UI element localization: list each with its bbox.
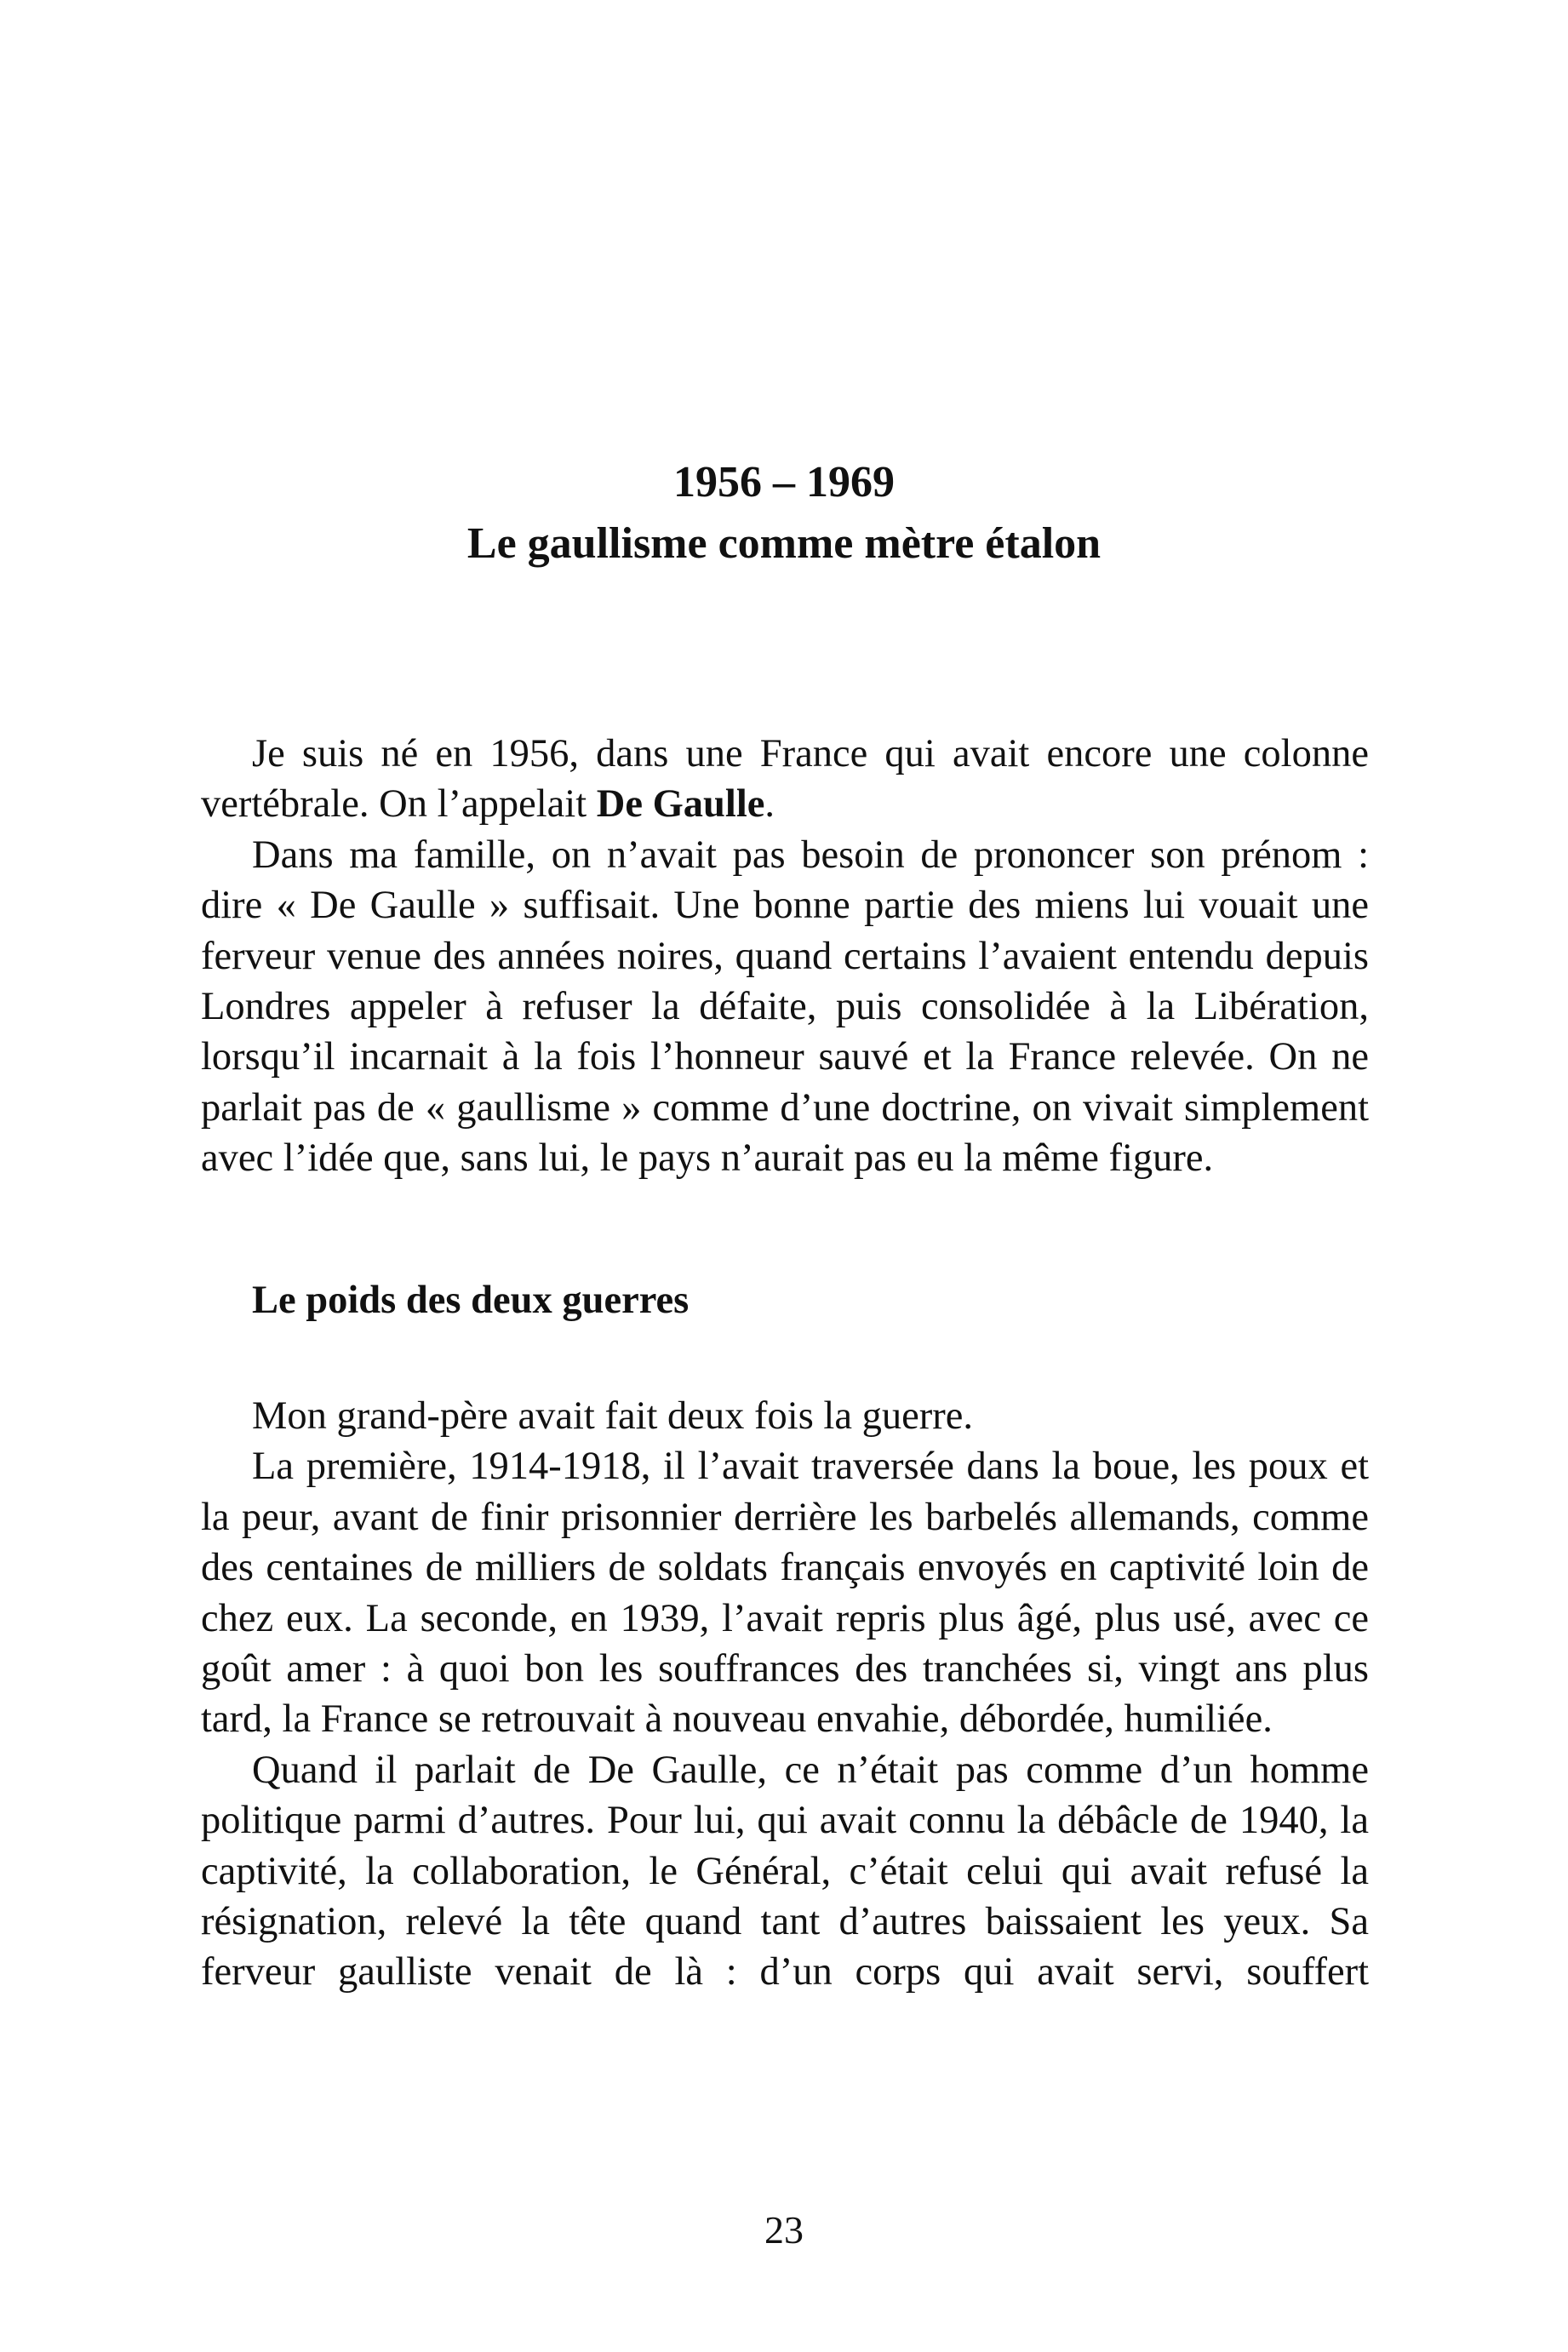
paragraph: Quand il parlait de De Gaulle, ce n’était pas comme d’un homme politique parmi d’autres. Pour lui, qui avait connu la débâcle de 1940, la captivité, la collaboration, le Général, c’était celui qui avait refusé la résignation, relevé la tête quand tant d’autres baissaient les yeux. Sa ferveur gaulliste venait de là : d’un corps qui avait servi, souffert <box>201 1748 1369 1994</box>
chapter-years: 1956 – 1969 <box>673 458 895 506</box>
paragraph-text: Je suis né en 1956, dans une France qui avait encore une colonne vertébrale. On l’appelait <box>201 732 1369 827</box>
intro-text <box>201 729 1369 1184</box>
paragraph <box>201 729 1369 830</box>
section-heading: Le poids des deux guerres <box>252 1279 690 1322</box>
chapter-title: Le gaullisme comme mètre étalon <box>466 519 1102 568</box>
paragraph: Dans ma famille, on n’avait pas besoin de prononcer son prénom : dire « De Gaulle » suffisait. Une bonne partie des miens lui vouait une ferveur venue des années noires, quand certains l’avaient entendu depuis Londres appeler à refuser la défaite, puis consolidée à la Libération, lorsqu’il incarnait à la fois l’honneur sauvé et la France relevée. On ne parlait pas de « gaullisme » comme d’une doctrine, on vivait simplement avec l’idée que, sans lui, le pays n’aurait pas eu la même figure. <box>201 833 1369 1181</box>
paragraph-end: . <box>764 782 775 827</box>
paragraph: Mon grand-père avait fait deux fois la guerre. <box>252 1394 973 1438</box>
paragraph: La première, 1914-1918, il l’avait traversée dans la boue, les poux et la peur, avant de finir prisonnier derrière les barbelés allemands, comme des centaines de milliers de soldats français envoyés en captivité loin de chez eux. La seconde, en 1939, l’avait repris plus âgé, plus usé, avec ce goût amer : à quoi bon les souffrances des tranchées si, vingt ans plus tard, la France se retrouvait à nouveau envahie, débordée, humiliée. <box>201 1445 1369 1742</box>
section-text <box>201 1391 1369 1998</box>
page-number: 23 <box>764 2208 804 2252</box>
bold-name: De Gaulle <box>596 782 765 827</box>
